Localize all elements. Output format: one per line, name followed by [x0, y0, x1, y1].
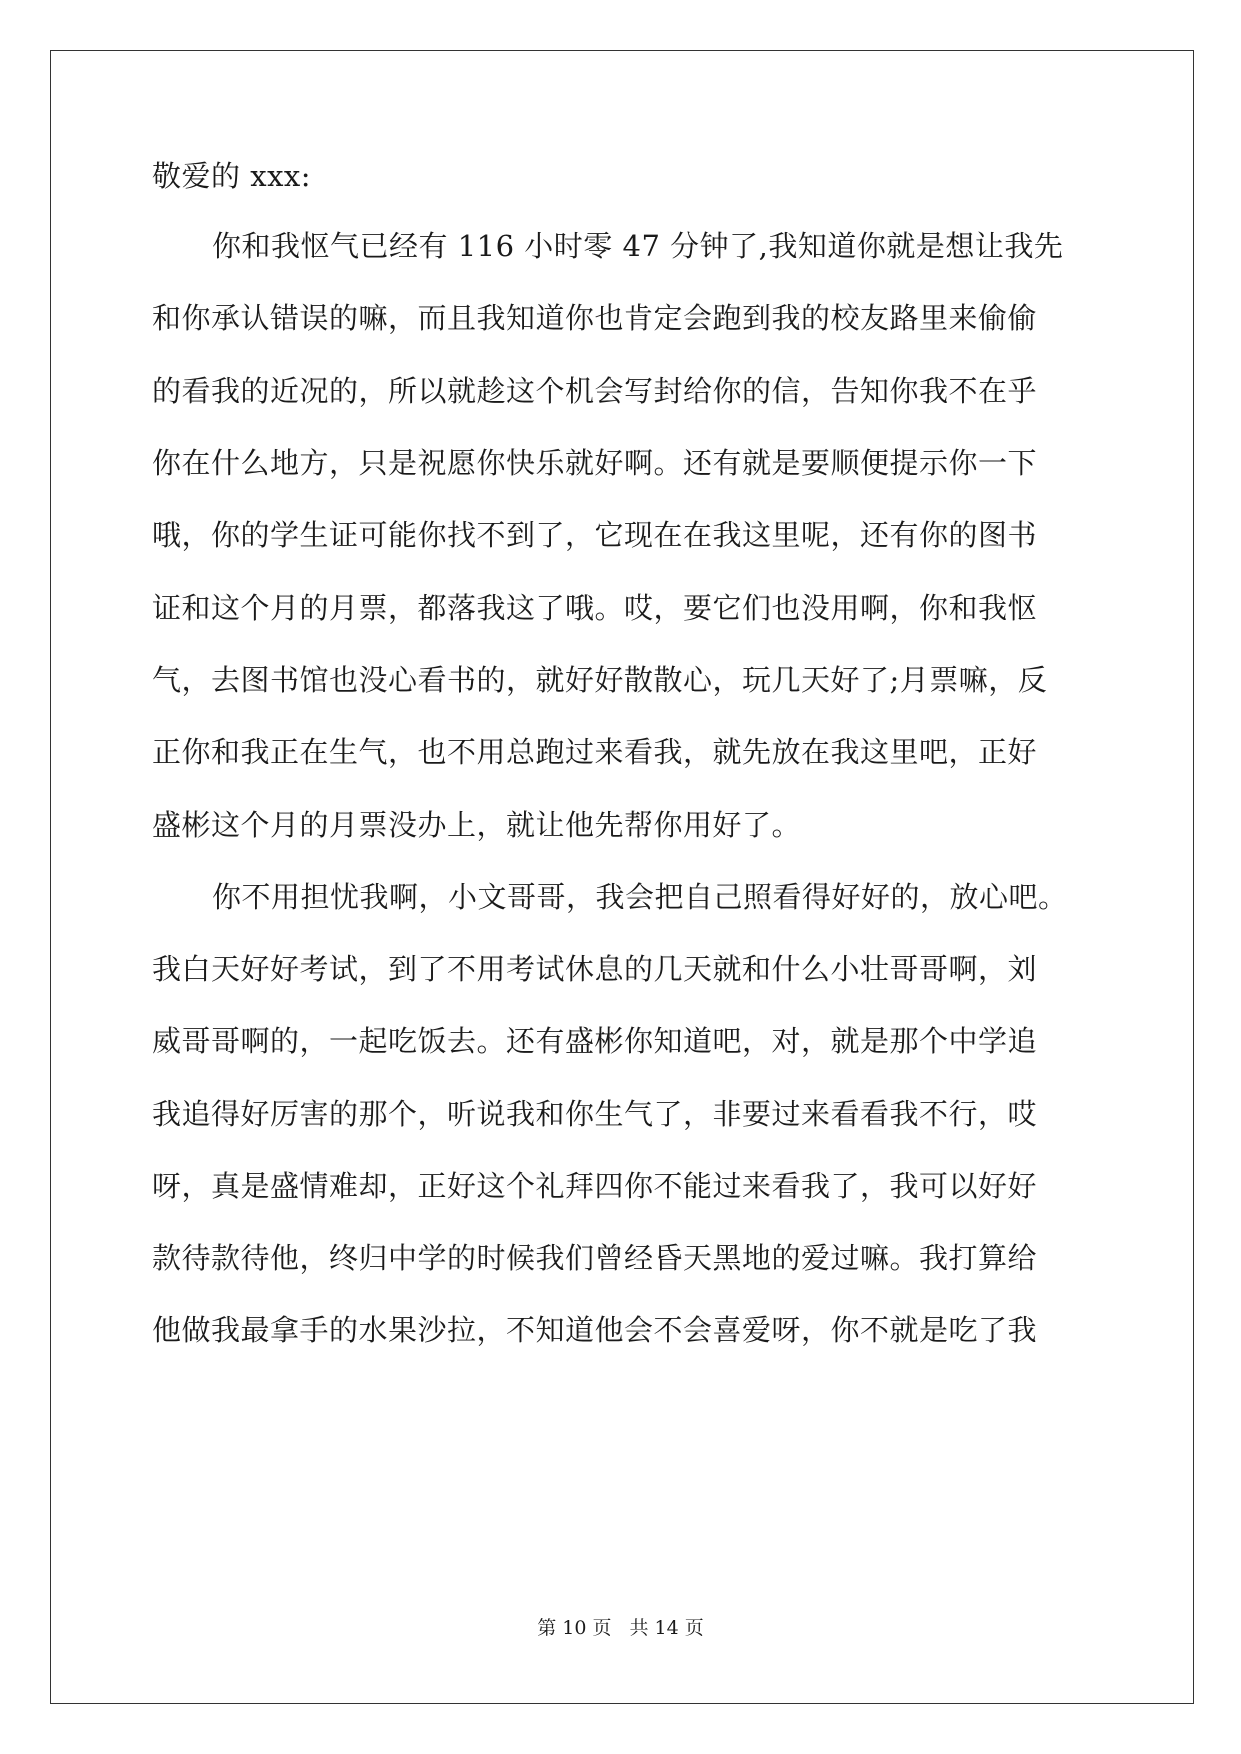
- body-line: 证和这个月的月票，都落我这了哦。哎，要它们也没用啊，你和我怄: [152, 591, 1038, 625]
- body-line: 你在什么地方，只是祝愿你快乐就好啊。还有就是要顺便提示你一下: [152, 446, 1038, 480]
- body-line: 正你和我正在生气，也不用总跑过来看我，就先放在我这里吧，正好: [152, 735, 1038, 769]
- body-line: 你和我怄气已经有 116 小时零 47 分钟了,我知道你就是想让我先: [212, 229, 1064, 263]
- page-frame: [50, 50, 1194, 1704]
- body-line: 和你承认错误的嘛，而且我知道你也肯定会跑到我的校友路里来偷偷: [152, 301, 1038, 335]
- body-line: 盛彬这个月的月票没办上，就让他先帮你用好了。: [152, 808, 802, 842]
- page-number: 第 10 页: [537, 1617, 612, 1639]
- body-line: 你不用担忧我啊，小文哥哥，我会把自己照看得好好的，放心吧。: [212, 880, 1068, 914]
- body-line: 威哥哥啊的，一起吃饭去。还有盛彬你知道吧，对，就是那个中学追: [152, 1024, 1038, 1058]
- body-line: 哦，你的学生证可能你找不到了，它现在在我这里呢，还有你的图书: [152, 518, 1038, 552]
- body-line: 他做我最拿手的水果沙拉，不知道他会不会喜爱呀，你不就是吃了我: [152, 1313, 1038, 1347]
- body-line: 款待款待他，终归中学的时候我们曾经昏天黑地的爱过嘛。我打算给: [152, 1241, 1038, 1275]
- body-line: 气，去图书馆也没心看书的，就好好散散心，玩几天好了;月票嘛，反: [152, 663, 1048, 697]
- body-line: 我白天好好考试，到了不用考试休息的几天就和什么小壮哥哥啊，刘: [152, 952, 1038, 986]
- page-total: 共 14 页: [629, 1617, 704, 1639]
- salutation-line: 敬爱的 xxx:: [152, 159, 312, 193]
- body-line: 呀，真是盛情难却，正好这个礼拜四你不能过来看我了，我可以好好: [152, 1169, 1038, 1203]
- body-line: 我追得好厉害的那个，听说我和你生气了，非要过来看看我不行，哎: [152, 1097, 1038, 1131]
- body-line: 的看我的近况的，所以就趁这个机会写封给你的信，告知你我不在乎: [152, 374, 1038, 408]
- page-footer: [0, 1616, 1241, 1640]
